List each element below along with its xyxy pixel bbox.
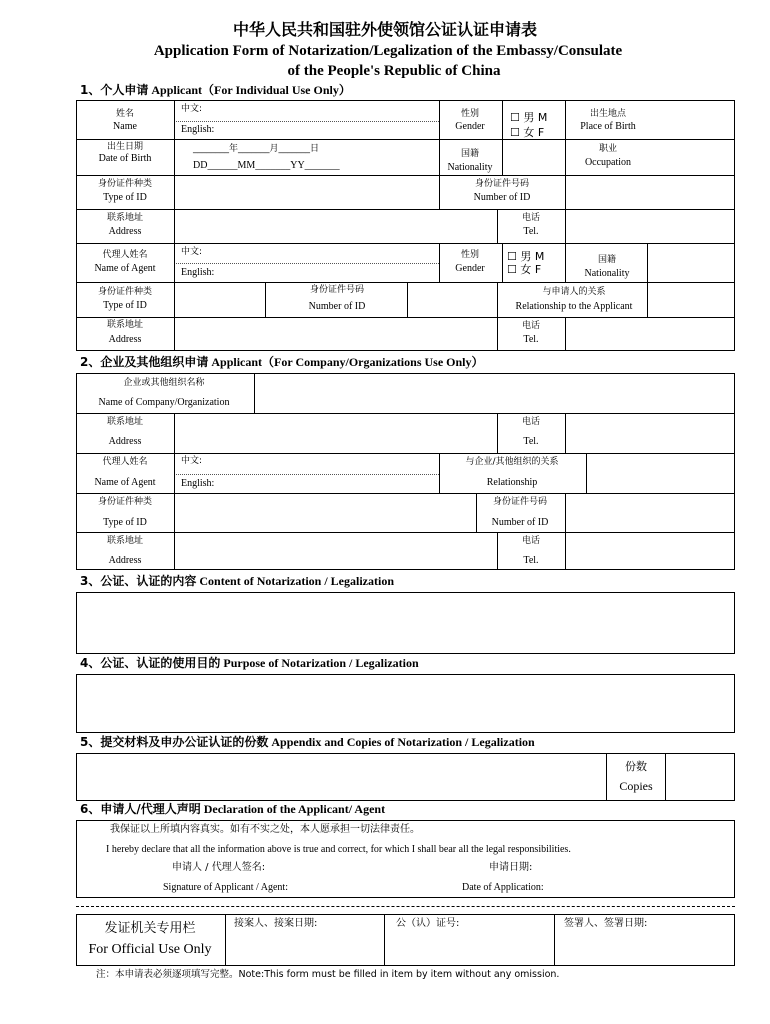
agent-tel-label-en: Tel.: [523, 334, 539, 345]
org-tel-label-en: Tel.: [523, 436, 539, 447]
signer-label: 签署人、签署日期:: [564, 918, 648, 929]
section2-heading-en: Applicant（For Company/Organizations Use Only）: [211, 355, 484, 369]
idnum-label-en: Number of ID: [473, 192, 531, 203]
section2-heading-cn: 2、企业及其他组织申请: [80, 355, 209, 369]
gender-label-cn: 性别: [460, 109, 480, 119]
dob-label-en: Date of Birth: [98, 153, 152, 164]
org-tel-label-cn: 电话: [521, 417, 541, 427]
section1-heading-cn: 1、个人申请: [80, 83, 149, 97]
section4-heading-cn: 4、公证、认证的使用目的: [80, 656, 221, 670]
copies-label-en: Copies: [619, 779, 653, 793]
address-label-cn: 联系地址: [106, 213, 144, 223]
org-idnum-label-en: Number of ID: [491, 517, 549, 528]
form-title-en: Application Form of Notarization/Legalization of the Embassy/Consulate: [153, 43, 623, 59]
agent-idnum-label-en: Number of ID: [308, 301, 366, 312]
idnum-label-cn: 身份证件号码: [474, 179, 530, 189]
section6-heading-cn: 6、申请人/代理人声明: [80, 802, 201, 816]
male-checkbox[interactable]: ☐ 男 M: [510, 111, 548, 124]
nationality-label-en: Nationality: [447, 162, 493, 173]
agent-gender-label-cn: 性别: [460, 250, 480, 260]
purpose-textarea[interactable]: [76, 674, 735, 733]
chinese-name-field[interactable]: 中文:: [181, 104, 203, 114]
org-address-label-cn: 联系地址: [106, 417, 144, 427]
name-label-cn: 姓名: [115, 109, 135, 119]
org-label-cn: 企业或其他组织名称: [123, 378, 205, 388]
english-name-field[interactable]: English:: [181, 124, 215, 135]
section3-heading: [80, 575, 394, 587]
org-relation-label-en: Relationship: [486, 477, 538, 488]
org-idnum-label-cn: 身份证件号码: [492, 497, 548, 507]
agent-label-en: Name of Agent: [94, 263, 156, 274]
tel-label-en: Tel.: [523, 226, 539, 237]
agent-nationality-label-cn: 国籍: [597, 255, 617, 265]
org-idtype-label-en: Type of ID: [103, 517, 147, 528]
section1-heading: [80, 84, 351, 96]
form-title-en-line2: of the People's Republic of China: [287, 63, 501, 79]
dob-label-cn: 出生日期: [106, 142, 144, 152]
section2-heading: [80, 356, 484, 368]
section4-heading: [80, 657, 419, 669]
official-label-en: For Official Use Only: [88, 942, 212, 957]
section3-heading-en: Content of Notarization / Legalization: [199, 574, 395, 588]
footer-note: 注：本申请表必须逐项填写完整。Note:This form must be filled in item by item without any omission.: [96, 969, 560, 980]
agent-gender-label-en: Gender: [455, 263, 485, 274]
org-agent-address-label-cn: 联系地址: [106, 536, 144, 546]
dob-cn-format[interactable]: ________年_______月_______日: [193, 144, 320, 154]
agent-tel-label-cn: 电话: [521, 321, 541, 331]
occupation-label-cn: 职业: [598, 144, 618, 154]
org-relation-label-cn: 与企业/其他组织的关系: [465, 457, 559, 467]
relation-label-en: Relationship to the Applicant: [515, 301, 633, 312]
cut-line: [76, 906, 735, 907]
date-label-cn[interactable]: 申请日期:: [489, 862, 533, 873]
filing-label: 接案人、接案日期:: [234, 918, 318, 929]
agent-female-checkbox[interactable]: ☐ 女 F: [507, 263, 542, 276]
occupation-label-en: Occupation: [584, 157, 632, 168]
female-checkbox[interactable]: ☐ 女 F: [510, 126, 545, 139]
cert-number-label: 公（认）证号:: [396, 918, 460, 929]
dob-en-format[interactable]: DD______MM_______YY_______: [193, 160, 340, 171]
section6-heading-en: Declaration of the Applicant/ Agent: [203, 802, 386, 816]
copies-label-cn: 份数: [625, 760, 647, 773]
agent-idnum-label-cn: 身份证件号码: [309, 285, 365, 295]
section1-heading-en: Applicant（For Individual Use Only）: [151, 83, 351, 97]
agent-label-cn: 代理人姓名: [102, 250, 148, 260]
tel-label-cn: 电话: [521, 213, 541, 223]
section5-heading-en: Appendix and Copies of Notarization / Legalization: [271, 735, 535, 749]
agent-idtype-label-en: Type of ID: [103, 300, 147, 311]
agent-chinese-field[interactable]: 中文:: [181, 247, 203, 257]
section4-heading-en: Purpose of Notarization / Legalization: [223, 656, 419, 670]
org-agent-label-cn: 代理人姓名: [102, 457, 148, 467]
birthplace-label-en: Place of Birth: [580, 121, 636, 132]
signature-label-cn[interactable]: 申请人 / 代理人签名:: [172, 862, 266, 873]
section6-heading: [80, 803, 385, 815]
nationality-label-cn: 国籍: [460, 149, 480, 159]
copies-field[interactable]: [665, 753, 735, 801]
agent-nationality-label-en: Nationality: [584, 268, 630, 279]
signature-label-en[interactable]: Signature of Applicant / Agent:: [163, 882, 288, 893]
agent-address-label-en: Address: [108, 334, 142, 345]
org-idtype-label-cn: 身份证件种类: [97, 497, 153, 507]
agent-english-field[interactable]: English:: [181, 267, 215, 278]
content-textarea[interactable]: [76, 592, 735, 654]
declaration-cn: 我保证以上所填内容真实。如有不实之处，本人愿承担一切法律责任。: [110, 824, 420, 835]
address-label-en: Address: [108, 226, 142, 237]
org-label-en: Name of Company/Organization: [98, 397, 230, 408]
section5-heading: [80, 736, 535, 748]
name-label-en: Name: [113, 121, 137, 132]
official-label-cn: 发证机关专用栏: [104, 921, 196, 936]
agent-address-label-cn: 联系地址: [106, 320, 144, 330]
section5-heading-cn: 5、提交材料及申办公证认证的份数: [80, 735, 269, 749]
birthplace-label-cn: 出生地点: [589, 109, 627, 119]
agent-male-checkbox[interactable]: ☐ 男 M: [507, 250, 545, 263]
org-agent-chinese-field[interactable]: 中文:: [181, 456, 203, 466]
date-label-en[interactable]: Date of Application:: [462, 882, 544, 893]
agent-idtype-label-cn: 身份证件种类: [97, 287, 153, 297]
org-agent-tel-label-cn: 电话: [521, 536, 541, 546]
gender-label-en: Gender: [455, 121, 485, 132]
org-address-label-en: Address: [108, 436, 142, 447]
relation-label-cn: 与申请人的关系: [542, 287, 606, 297]
form-title-cn: 中华人民共和国驻外使领馆公证认证申请表: [232, 20, 538, 39]
idtype-label-en: Type of ID: [103, 192, 147, 203]
org-agent-tel-label-en: Tel.: [523, 555, 539, 566]
org-agent-address-label-en: Address: [108, 555, 142, 566]
idtype-label-cn: 身份证件种类: [97, 179, 153, 189]
org-agent-english-field[interactable]: English:: [181, 478, 215, 489]
org-agent-label-en: Name of Agent: [94, 477, 156, 488]
declaration-en: I hereby declare that all the information above is true and correct, for which I shall bear all the legal responsibilities.: [106, 844, 571, 855]
section3-heading-cn: 3、公证、认证的内容: [80, 574, 197, 588]
